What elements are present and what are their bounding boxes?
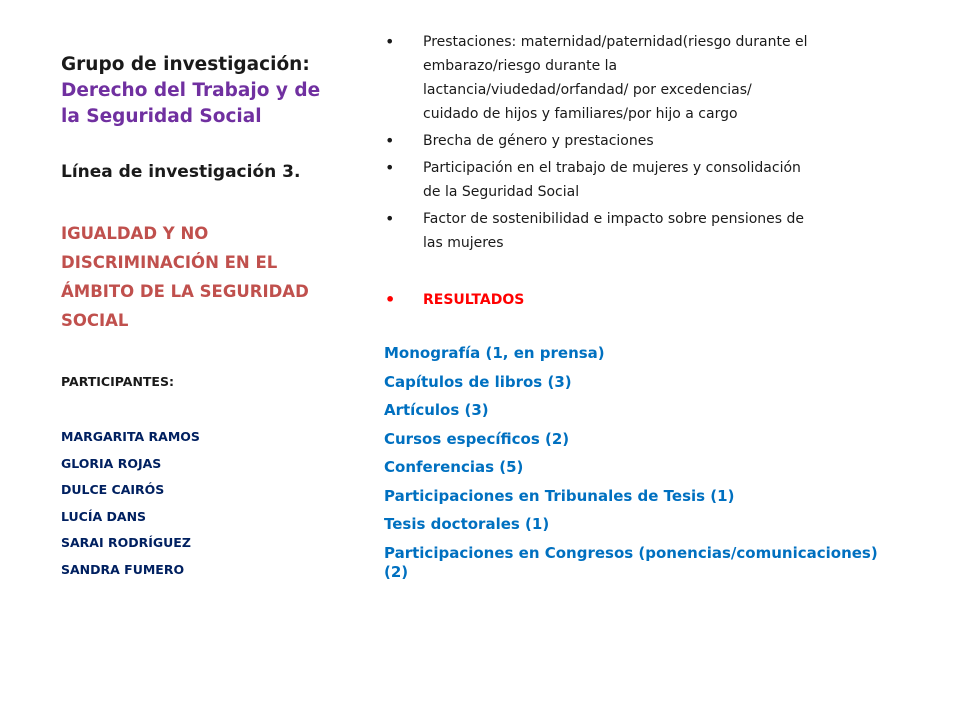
- topic-bullet: [385, 207, 905, 255]
- bullet-text-line: embarazo/riesgo durante la: [423, 58, 618, 74]
- topic-bullet: [385, 129, 905, 153]
- result-item: [384, 458, 914, 487]
- results-label: RESULTADOS: [423, 292, 525, 308]
- theme-line: DISCRIMINACIÓN EN EL: [61, 253, 278, 272]
- bullet-icon: •: [385, 131, 395, 150]
- title-line-2: Derecho del Trabajo y de: [61, 80, 321, 101]
- bullet-icon: •: [385, 32, 395, 51]
- theme-line: SOCIAL: [61, 311, 129, 330]
- bullet-text-line: Brecha de género y prestaciones: [423, 133, 654, 149]
- result-item-text: Participaciones en Congresos (ponencias/comunicaciones): [384, 543, 878, 562]
- bullet-text-line: Factor de sostenibilidad e impacto sobre pensiones de: [423, 211, 805, 227]
- title-line-3: la Seguridad Social: [61, 106, 262, 127]
- theme-line: ÁMBITO DE LA SEGURIDAD: [61, 282, 309, 301]
- bullet-icon: •: [385, 158, 395, 177]
- result-item: [384, 344, 914, 373]
- bullet-text-line: cuidado de hijos y familiares/por hijo a cargo: [423, 106, 738, 122]
- result-item: [384, 487, 914, 516]
- result-item-text: Monografía (1, en prensa): [384, 344, 605, 362]
- participant-name: SARAI RODRÍGUEZ: [61, 535, 191, 550]
- participants-heading: PARTICIPANTES:: [61, 374, 174, 389]
- bullet-text-line: de la Seguridad Social: [423, 184, 580, 200]
- result-item: [384, 373, 914, 402]
- bullet-text-line: Participación en el trabajo de mujeres y consolidación: [423, 160, 801, 176]
- result-item: [384, 515, 914, 544]
- result-item-text: Tesis doctorales (1): [384, 515, 550, 533]
- result-item-text: Capítulos de libros (3): [384, 372, 572, 391]
- participant-name: SANDRA FUMERO: [61, 561, 185, 577]
- theme-line: IGUALDAD Y NO: [61, 224, 209, 243]
- result-item: [384, 401, 914, 430]
- research-line-label: Línea de investigación 3.: [61, 162, 301, 182]
- slide-title: [61, 52, 351, 130]
- participant-name: LUCÍA DANS: [61, 508, 147, 524]
- result-item: [384, 544, 914, 582]
- result-item-text: Cursos específicos (2): [384, 429, 570, 448]
- topic-bullet-list: [385, 30, 905, 258]
- bullet-text-line: lactancia/viudedad/orfandad/ por excedencias/: [423, 82, 752, 98]
- result-item-text: Conferencias (5): [384, 458, 524, 476]
- topic-bullet: [385, 30, 905, 126]
- participants-list: [61, 427, 200, 586]
- topic-bullet: [385, 156, 905, 204]
- bullet-icon: •: [385, 209, 395, 228]
- participant-name: GLORIA ROJAS: [61, 455, 162, 471]
- results-heading: [385, 288, 524, 312]
- bullet-text-line: las mujeres: [423, 235, 504, 251]
- bullet-icon: •: [385, 290, 396, 309]
- result-item-text: Participaciones en Tribunales de Tesis (1): [384, 486, 735, 505]
- bullet-text-line: Prestaciones: maternidad/paternidad(riesgo durante el: [423, 34, 808, 50]
- title-line-1: Grupo de investigación:: [61, 54, 310, 75]
- participant-name: MARGARITA RAMOS: [61, 429, 200, 444]
- result-item-text: Artículos (3): [384, 401, 489, 419]
- research-theme-title: [61, 219, 341, 335]
- result-item: [384, 430, 914, 459]
- results-list: [384, 344, 914, 582]
- participant-name: DULCE CAIRÓS: [61, 482, 165, 497]
- result-item-text: (2): [384, 562, 409, 581]
